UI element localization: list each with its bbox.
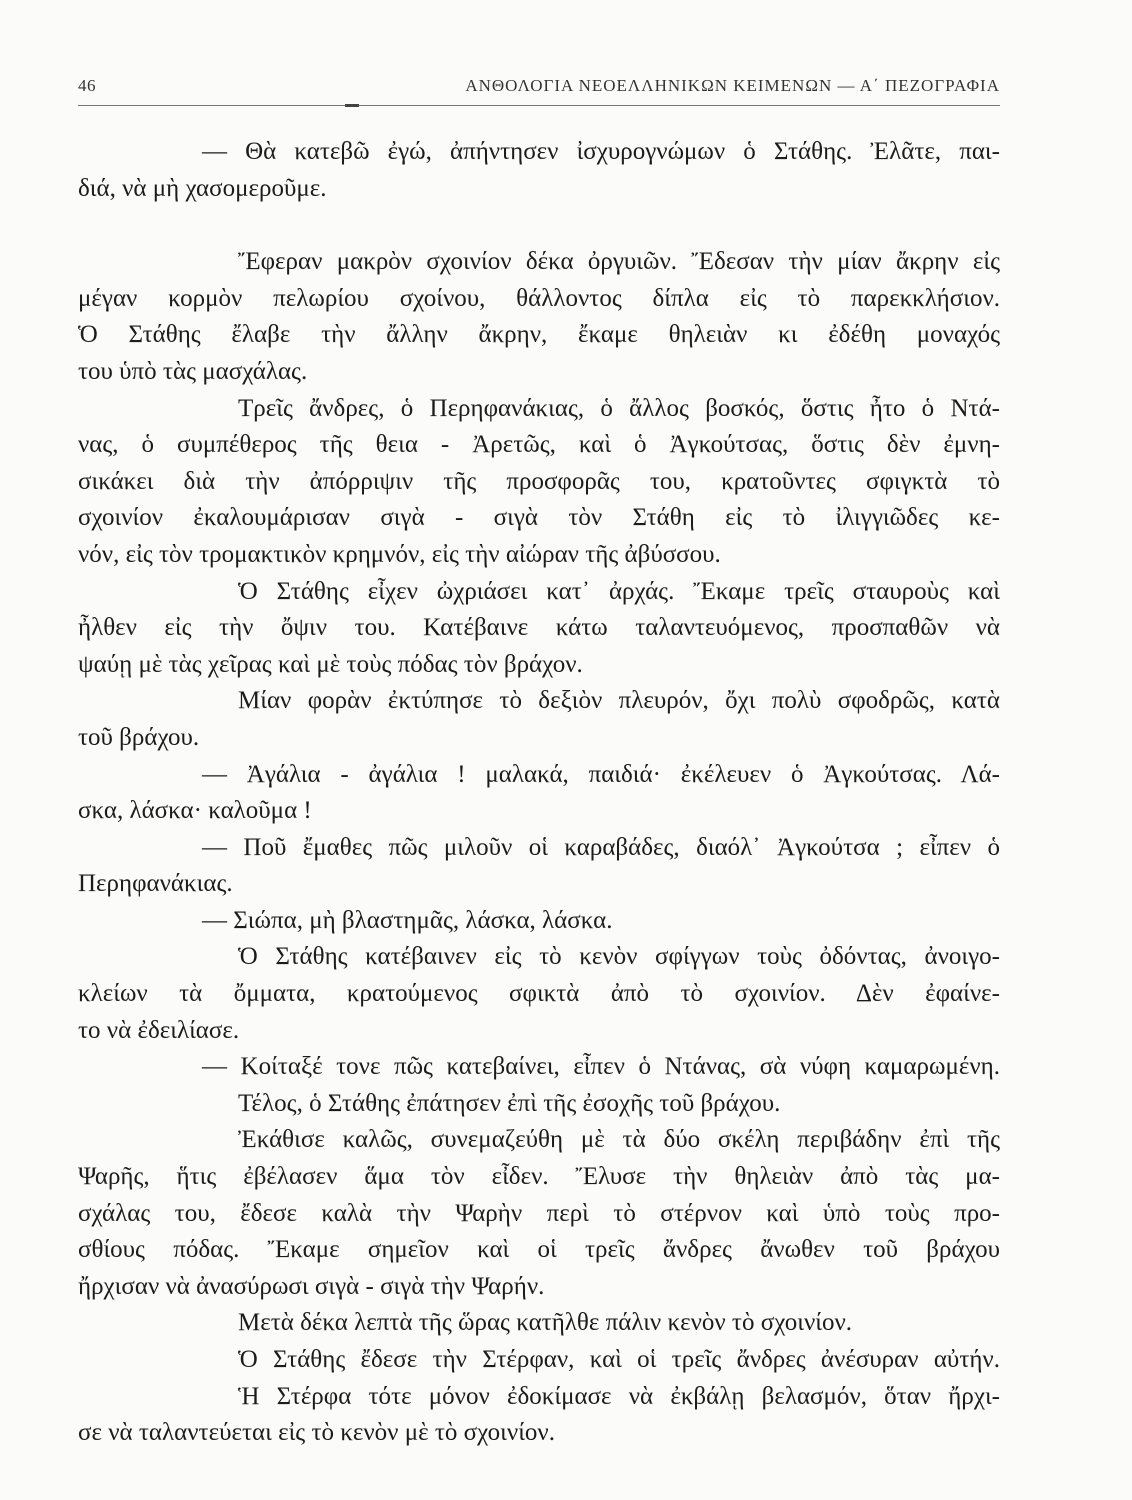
text-line: Ὁ Στάθης ἔλαβε τὴν ἄλλην ἄκρην, ἔκαμε θηλειὰν κι ἐδέθη μοναχός bbox=[78, 321, 1000, 349]
running-title: ΑΝΘΟΛΟΓΙΑ ΝΕΟΕΛΛΗΝΙΚΩΝ ΚΕΙΜΕΝΩΝ — Α΄ ΠΕΖΟΓΡΑΦΙΑ bbox=[465, 76, 1000, 95]
text-line: του ὑπὸ τὰς μασχάλας. bbox=[78, 357, 308, 385]
text-line: Μίαν φορὰν ἐκτύπησε τὸ δεξιὸν πλευρόν, ὄχι πολὺ σφοδρῶς, κατὰ bbox=[238, 687, 1000, 715]
text-line: το νὰ ἐδειλίασε. bbox=[78, 1016, 240, 1044]
text-line: — Ποῦ ἔμαθες πῶς μιλοῦν οἱ καραβάδες, διαόλ᾽ Ἀγκούτσα ; εἶπεν ὁ bbox=[202, 833, 1000, 861]
text-line: — Ἀγάλια - ἀγάλια ! μαλακά, παιδιά· ἐκέλευεν ὁ Ἀγκούτσας. Λά- bbox=[202, 760, 1000, 788]
header-rule bbox=[78, 105, 1000, 106]
header-rule-mark bbox=[345, 104, 359, 107]
text-line: Τρεῖς ἄνδρες, ὁ Περηφανάκιας, ὁ ἄλλος βοσκός, ὅστις ἦτο ὁ Ντά- bbox=[238, 394, 1000, 422]
text-line: Ἐκάθισε καλῶς, συνεμαζεύθη μὲ τὰ δύο σκέλη περιβάδην ἐπὶ τῆς bbox=[238, 1126, 1000, 1154]
running-header bbox=[78, 76, 1000, 102]
text-line: διά, νὰ μὴ χασομεροῦμε. bbox=[78, 174, 327, 202]
text-line: — Σιώπα, μὴ βλαστημᾶς, λάσκα, λάσκα. bbox=[202, 906, 613, 934]
text-line: τοῦ βράχου. bbox=[78, 723, 200, 751]
page-number: 46 bbox=[78, 76, 96, 95]
text-line: ἦλθεν εἰς τὴν ὄψιν του. Κατέβαινε κάτω ταλαντευόμενος, προσπαθῶν νὰ bbox=[78, 614, 1000, 642]
text-line: — Θὰ κατεβῶ ἐγώ, ἀπήντησεν ἰσχυρογνώμων ὁ Στάθης. Ἐλᾶτε, παι- bbox=[202, 138, 1000, 165]
text-line: Τέλος, ὁ Στάθης ἐπάτησεν ἐπὶ τῆς ἐσοχῆς τοῦ βράχου. bbox=[238, 1089, 781, 1117]
text-line: Ὁ Στάθης εἶχεν ὠχριάσει κατ᾽ ἀρχάς. Ἔκαμε τρεῖς σταυροὺς καὶ bbox=[238, 577, 1000, 605]
text-line: Περηφανάκιας. bbox=[78, 870, 233, 898]
page-body-text bbox=[78, 134, 1000, 1452]
text-line: Ὁ Στάθης κατέβαινεν εἰς τὸ κενὸν σφίγγων τοὺς ὀδόντας, ἀνοιγο- bbox=[238, 943, 1000, 971]
text-line: σθίους πόδας. Ἔκαμε σημεῖον καὶ οἱ τρεῖς ἄνδρες ἄνωθεν τοῦ βράχου bbox=[78, 1236, 1000, 1264]
text-line: ἤρχισαν νὰ ἀνασύρωσι σιγὰ - σιγὰ τὴν Ψαρήν. bbox=[78, 1272, 545, 1300]
text-line: σε νὰ ταλαντεύεται εἰς τὸ κενὸν μὲ τὸ σχοινίον. bbox=[78, 1419, 555, 1447]
text-line: νόν, εἰς τὸν τρομακτικὸν κρημνόν, εἰς τὴν αἰώραν τῆς ἀβύσσου. bbox=[78, 540, 721, 568]
text-line: Ἔφεραν μακρὸν σχοινίον δέκα ὀργυιῶν. Ἔδεσαν τὴν μίαν ἄκρην εἰς bbox=[238, 248, 1000, 276]
text-line: Ἡ Στέρφα τότε μόνον ἐδοκίμασε νὰ ἐκβάλῃ βελασμόν, ὅταν ἤρχι- bbox=[238, 1382, 1000, 1410]
text-line: Ψαρῆς, ἥτις ἐβέλασεν ἅμα τὸν εἶδεν. Ἔλυσε τὴν θηλειὰν ἀπὸ τὰς μα- bbox=[78, 1163, 1000, 1191]
text-line: ψαύῃ μὲ τὰς χεῖρας καὶ μὲ τοὺς πόδας τὸν βράχον. bbox=[78, 650, 583, 678]
text-line: Μετὰ δέκα λεπτὰ τῆς ὥρας κατῆλθε πάλιν κενὸν τὸ σχοινίον. bbox=[238, 1309, 853, 1337]
text-line: σικάκει διὰ τὴν ἀπόρριψιν τῆς προσφορᾶς του, κρατοῦντες σφιγκτὰ τὸ bbox=[78, 467, 1000, 495]
text-line: Ὁ Στάθης ἔδεσε τὴν Στέρφαν, καὶ οἱ τρεῖς ἄνδρες ἀνέσυραν αὐτήν. bbox=[238, 1346, 1000, 1373]
text-line: — Κοίταξέ τονε πῶς κατεβαίνει, εἶπεν ὁ Ντάνας, σὰ νύφη καμαρωμένη. bbox=[202, 1053, 1000, 1081]
text-line: μέγαν κορμὸν πελωρίου σχοίνου, θάλλοντος δίπλα εἰς τὸ παρεκκλήσιον. bbox=[78, 284, 1000, 312]
text-line: κλείων τὰ ὄμματα, κρατούμενος σφικτὰ ἀπὸ τὸ σχοινίον. Δὲν ἐφαίνε- bbox=[78, 980, 1000, 1008]
text-line: σχάλας του, ἔδεσε καλὰ τὴν Ψαρὴν περὶ τὸ στέρνον καὶ ὑπὸ τοὺς προ- bbox=[78, 1199, 1000, 1227]
text-line: νας, ὁ συμπέθερος τῆς θεια - Ἀρετῶς, καὶ ὁ Ἀγκούτσας, ὅστις δὲν ἐμνη- bbox=[78, 431, 1000, 459]
text-line: σκα, λάσκα· καλοῦμα ! bbox=[78, 797, 312, 825]
text-line: σχοινίον ἐκαλουμάρισαν σιγὰ - σιγὰ τὸν Στάθη εἰς τὸ ἰλιγγιῶδες κε- bbox=[78, 504, 1000, 532]
